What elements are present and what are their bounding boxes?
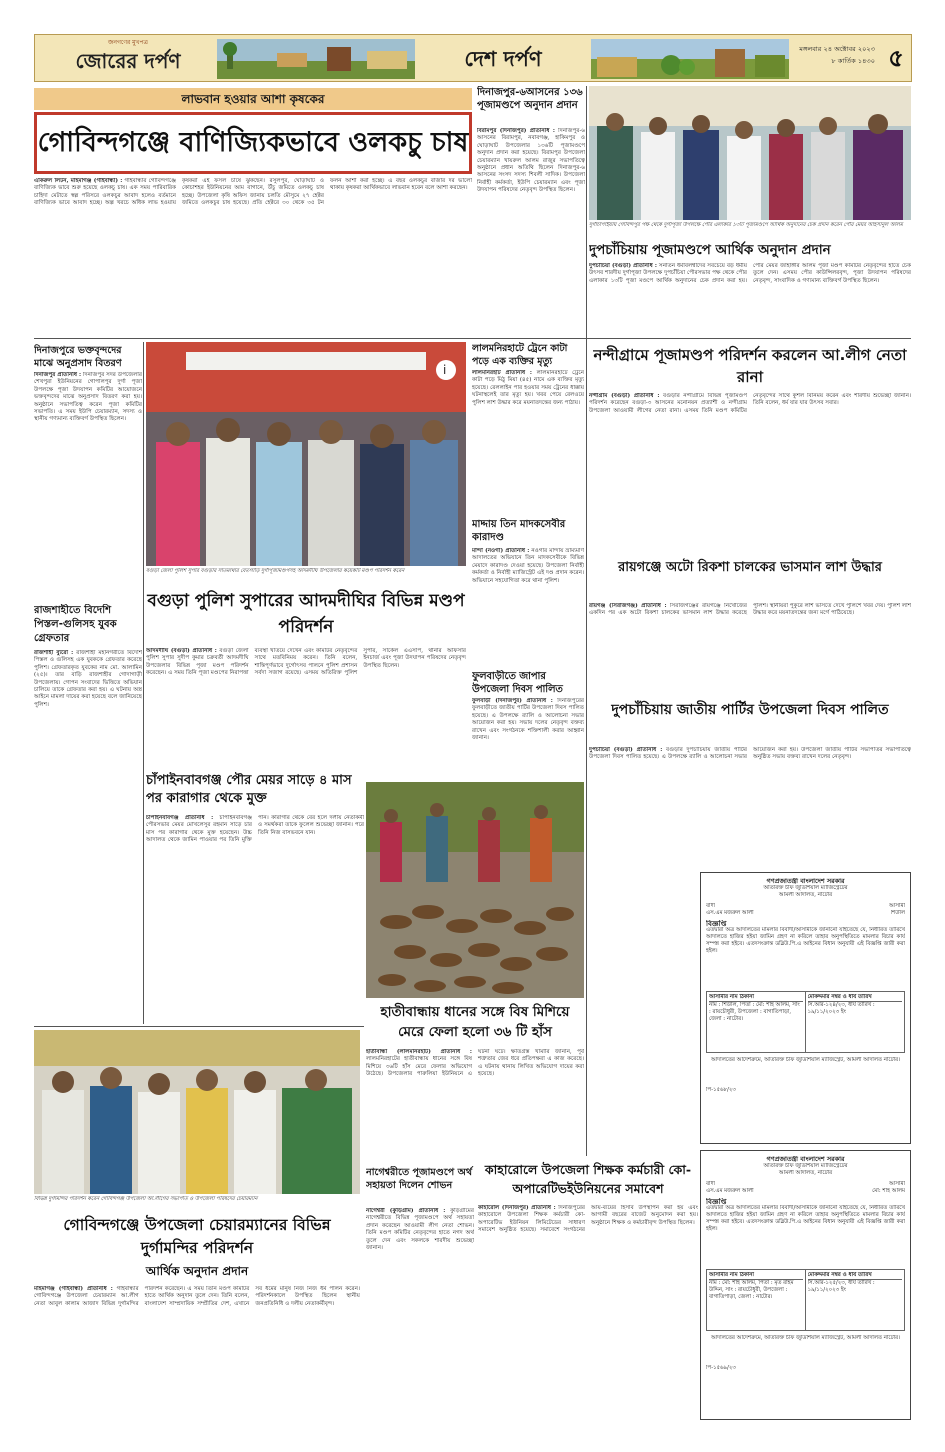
logo-tagline: জনগণের মুখপত্র <box>108 39 148 46</box>
gov-upazila-caption: বিভিন্ন দুর্গামন্দির পরিদর্শন করেন গোবিন্দগঞ্জ উপজেলা আ.লীগের সভাপতি ও উপজেলা পরিষদের চেয়ারম্যান <box>34 1196 258 1202</box>
issue-date <box>795 43 875 75</box>
notice1-ref: পি-১৫৬৮/২৩ <box>706 1087 736 1093</box>
notice2-defendant-label: আসামী <box>889 1181 905 1187</box>
lead-kicker: লাভবান হওয়ার আশা কৃষকের <box>181 92 325 106</box>
notice2-court: অতিরিক্ত চীফ জুডিশিয়াল ম্যাজিস্ট্রেটের <box>763 1163 848 1169</box>
drug-byline: মান্দা (নওগাঁ) প্রতিনিধি : <box>472 548 530 554</box>
drug-body <box>472 548 584 668</box>
rajshahi-story <box>34 604 142 1024</box>
nandigram-byline: নন্দীগ্রাম (বগুড়া) প্রতিনিধি : <box>589 393 660 399</box>
lead-text: গাইবান্ধার গোবিন্দগঞ্জে বাণিজ্যিক ভাবে শুরু হয়েছে ওলকচু চাষ। এক সময় পারিবারিক চাহিদা মেটাতে স্বল্প পরিসরে ওলকচুর আবাদ হলেও বর্তমানে বাণিজ্যিক ভাবে আবাদ হচ্ছে। অল্প খরচে অধিক লাভ হওয়ায় কৃষকরা এই ফসল চাষে ঝুঁকছেন। রসুলপুর, ঘোড়াঘাট ও কোচাশহর ইউনিয়নের আম বাগানে, উঁচু জমিতে ওলকচু চাষ হচ্ছে। উপজেলা কৃষি অফিস জানায় চলতি মৌসুমে ২৭ হেক্টর জমিতে ওলকচুর চাষ হয়েছে। প্রতি হেক্টরে ৩০ থেকে ৩৫ টন ফলন আশা করা হচ্ছে। এ বছর ওলকচুর বাজার দর ভালো থাকায় কৃষকরা আর্থিকভাবে লাভবান হবেন বলে আশা করছেন। <box>34 178 472 207</box>
notice1-sign: আদালতের আদেশক্রমে, অতিরিক্ত চীফ জুডিশিয়াল ম্যাজিস্ট্রেট, আমলী আদালত নাটোর। <box>711 1057 900 1063</box>
hatibandha-headline: হাতীবান্ধায় ধানের সঙ্গে বিষ মিশিয়ে মেরে ফেলা হলো ৩৬ টি হাঁস <box>380 1004 570 1040</box>
lead-byline: একিরুল লিটন, মহিমাগঞ্জ (গাইবান্ধা) : <box>34 178 123 184</box>
dupchanchia-jp-story <box>589 700 911 862</box>
masthead <box>34 34 912 82</box>
drug-headline: মাদ্দায় তিন মাদকসেবীর কারাদণ্ড <box>472 519 566 543</box>
durga-grant-story <box>589 240 911 336</box>
nageshwari-story <box>366 1166 474 1420</box>
top-right-photo <box>589 86 911 220</box>
fulbari-byline: ফুলবাড়ী (দিনাজপুর) প্রতিনিধি : <box>472 698 553 704</box>
nageshwari-text: কুড়িগ্রামের নাগেশ্বরীতে বিভিন্ন পূজামণ্ডপে অর্থ সহায়তা প্রদান করেছেন আওয়ামী লীগ নেতা শোভন। তিনি মণ্ডপ কমিটির নেতৃবৃন্দের হাতে নগদ অর্থ তুলে দেন এবং সকলকে শারদীয় শুভেচ্ছা জানান। <box>366 1208 474 1252</box>
bogura-byline: আদমদীঘি (বগুড়া) প্রতিনিধি : <box>146 648 217 654</box>
rajshahi-text: রাজশাহী মহানগরীতে বিদেশি পিস্তল ও গুলিসহ এক যুবককে গ্রেফতার করেছে পুলিশ। গ্রেফতারকৃত যুবকের নাম মো. আলামিন (২৫)। তার বাড়ি রাজশাহীর গোদাগাড়ী উপজেলায়। গোপন সংবাদের ভিত্তিতে অভিযান চালিয়ে তাকে গ্রেফতার করা হয়। এ ঘটনায় অস্ত্র আইনে মামলা দায়ের করা হয়েছে বলে জানিয়েছে পুলিশ। <box>34 650 142 708</box>
raiganj-headline: রায়গঞ্জে অটো রিকশা চালকের ভাসমান লাশ উদ্ধার <box>618 560 882 575</box>
section-title: দেশ দর্পণ <box>464 47 542 71</box>
notice1-case-label: মোকদ্দমার নম্বর ও ধার্য তারিখ <box>808 994 903 1002</box>
drug-text: নওগাঁর মান্দায় ভ্রাম্যমাণ আদালতের অভিযানে তিন মাদকসেবীকে বিভিন্ন মেয়াদে কারাদণ্ড দেওয়া হয়েছে। উপজেলা নির্বাহী কর্মকর্তা ও নির্বাহী ম্যাজিস্ট্রেট এই দণ্ড প্রদান করেন। অভিযানে সহযোগিতা করে থানা পুলিশ। <box>472 548 584 584</box>
field-photo-icon <box>217 39 415 79</box>
kaharol-text: দিনাজপুরের কাহারোলে উপজেলা শিক্ষক কর্মচারী কো-অপারেটিভ ইউনিয়ন লিমিটেডের সাধারণ সমাবেশ অনুষ্ঠিত হয়েছে। সমাবেশে সংগঠনের আয়-ব্যয়ের হিসাব উপস্থাপন করা হয় এবং আগামী বছরের বাজেট অনুমোদন করা হয়। অনুষ্ঠানে শিক্ষক ও কর্মচারীবৃন্দ উপস্থিত ছিলেন। <box>478 1205 698 1234</box>
dinajpur-oasis-story <box>477 86 585 334</box>
notice1-court: অতিরিক্ত চীফ জুডিশিয়াল ম্যাজিস্ট্রেটের <box>763 885 848 891</box>
notice1-title: বিজ্ঞপ্তি <box>706 920 727 927</box>
notice2-gov: গণপ্রজাতন্ত্রী বাংলাদেশ সরকার <box>766 1156 845 1163</box>
dupchanchia-jp-text: বগুড়ার দুপচাঁচিয়ায় জাতীয় পার্টির উপজেলা দিবস পালিত হয়েছে। এ উপলক্ষে র‌্যালি ও আলোচনা সভার আয়োজন করা হয়। উপজেলা জাতীয় পার্টির সভাপতির সভাপতিত্বে অনুষ্ঠিত সভায় বক্তব্য রাখেন দলের নেতৃবৃন্দ। <box>589 747 911 761</box>
nageshwari-byline: নাগেশ্বরী (কুড়িগ্রাম) প্রতিনিধি : <box>366 1208 446 1214</box>
lead-body <box>34 178 472 306</box>
lead-headline-box <box>34 112 472 174</box>
temple-visit-photo-icon <box>34 1030 360 1194</box>
divider-h2 <box>34 1026 364 1027</box>
notice2-plaintiff-label: বাদী <box>706 1181 715 1187</box>
notice2-case: সি.আর-১২৫/২৩, ধার্য তারিখ : ১৯/১১/২০২৩ ইং <box>807 1280 875 1293</box>
gov-upazila-headline: গোবিন্দগঞ্জে উপজেলা চেয়ারম্যানের বিভিন্ন দুর্গামন্দির পরিদর্শন <box>63 1216 331 1257</box>
date-bengali: ৮ কার্তিক ১৪৩০ <box>831 57 875 65</box>
notice1-body: এতদ্বারা অত্র আদালতের মামলার বিবাদী/আসামীকে জানানো যাইতেছে যে, নির্ধারিত তারিখে আদালতে হাজির হইয়া জামিন গ্রহণ না করিলে তাহার অনুপস্থিতিতে মামলার বিচার কার্য সম্পন্ন করা হইবে। এতদসংক্রান্ত ডব্লিউ.পি.এ আইনের বিধান অনুযায়ী এই বিজ্ঞপ্তি জারী করা হইল। <box>706 927 905 954</box>
chapai-text: চাঁপাইনবাবগঞ্জ পৌরসভার মেয়র মোখলেসুর রহমান সাড়ে চার মাস পর কারাগার থেকে মুক্ত হয়েছেন। উচ্চ আদালত থেকে জামিন পাওয়ার পর তিনি মুক্তি পান। কারাগার থেকে বের হলে দলীয় নেতাকর্মী ও সমর্থকরা তাকে ফুলেল শুভেচ্ছা জানান। পরে তিনি নিজ বাসভবনে যান। <box>146 815 364 844</box>
rajshahi-headline: রাজশাহীতে বিদেশি পিস্তল-গুলিসহ যুবক গ্রেফতার <box>34 605 117 644</box>
court-notice-1 <box>700 872 911 1144</box>
bogura-photo-caption: বগুড়া জেলা পুলিশ সুপার বগুড়ার সাতমাথার বেতগাড়ি দুর্গাপূজামণ্ডপসহ আদমদীঘি উপজেলার কয়েকটি মণ্ডপ পরিদর্শন করেন <box>146 568 405 574</box>
hatibandha-story <box>366 1002 584 1162</box>
notice2-sign: আদালতের আদেশক্রমে, অতিরিক্ত চীফ জুডিশিয়াল ম্যাজিস্ট্রেট, আমলী আদালত নাটোর। <box>711 1335 900 1341</box>
court-notice-2 <box>700 1150 911 1420</box>
top-right-photo-caption: দুর্গাচাঁপাইয়ায় গোবিন্দপুর পক্ষ থেকে দুর্গাপূজা উপলক্ষে পৌর এলাকার ১৩টি পূজামণ্ডপে আর্থিক অনুদানের চেক প্রদান করেন পৌর মেয়র আহসানুল আলম <box>589 222 903 228</box>
gov-upazila-byline: মহিমাগঞ্জ (গাইবান্ধা) প্রতিনিধি : <box>34 1286 113 1292</box>
notice1-plaintiff: এস.এম মজরুল আলী <box>706 910 754 916</box>
bogura-story <box>146 588 466 768</box>
dupchanchia-jp-byline: দুপচাঁচিয়া (বগুড়া) প্রতিনিধি : <box>589 747 663 753</box>
bogura-text: বগুড়া জেলা পুলিশ সুপার সুদীপ কুমার চক্রবর্তী আদমদীঘি উপজেলার বিভিন্ন পূজা মণ্ডপ পরিদর্শন করেছেন। এ সময় তিনি পূজা মণ্ডপের নিরাপত্তা ব্যবস্থা খতিয়ে দেখেন এবং কমিটির নেতৃবৃন্দের সাথে মতবিনিময় করেন। তিনি বলেন, শান্তিপূর্ণভাবে দুর্গোৎসব পালনে পুলিশ প্রশাসন সর্বদা সজাগ রয়েছে। এসময় অতিরিক্ত পুলিশ সুপার, সার্কেল এএসপি, থানার অফিসার ইনচার্জ এবং পূজা উদযাপন পরিষদের নেতৃবৃন্দ উপস্থিত ছিলেন। <box>146 648 466 677</box>
dead-ducks-photo-icon <box>366 782 584 998</box>
nageshwari-headline: নাগেশ্বরীতে পূজামণ্ডপে অর্থ সহায়তা দিলেন শোভন <box>366 1167 473 1191</box>
divider-h1 <box>34 338 911 339</box>
lead-kicker-bar <box>34 88 472 110</box>
durga-grant-headline: দুপচাঁচিয়ায় পূজামণ্ডপে আর্থিক অনুদান প্রদান <box>589 242 831 258</box>
notice1-addr-label: আসামীর নাম ঠিকানা <box>709 994 803 1002</box>
kaharol-byline: কাহারোল (দিনাজপুর) প্রতিনিধি : <box>478 1205 556 1211</box>
dupchanchia-jp-headline: দুপচাঁচিয়ায় জাতীয় পার্টির উপজেলা দিবস পালিত <box>611 702 889 718</box>
logo-text: জোরের দর্পণ <box>75 49 181 73</box>
notice2-defendant: মো: শাহ আলম <box>872 1188 905 1194</box>
raiganj-byline: রায়গঞ্জ (সিরাজগঞ্জ) প্রতিনিধি : <box>589 603 667 609</box>
dinajpur-relief-headline: দিনাজপুরে ভক্তবৃন্দদের মাঝে অনুপ্রসাদ বিতরণ <box>34 345 122 369</box>
crop-photo-icon <box>591 39 789 79</box>
durga-grant-text: সনাতন ধর্মাবলম্বীদের সবচেয়ে বড় ধর্মীয় উৎসব শারদীয় দুর্গাপূজা উপলক্ষে দুপচাঁচিয়া পৌরসভার পক্ষ থেকে পৌর এলাকার ১৩টি পূজা মণ্ডপে আর্থিক অনুদানের চেক প্রদান করা হয়। পৌর মেয়র জাহাঙ্গীর আলম পূজা মণ্ডপ কমিটির নেতৃবৃন্দের হাতে চেক তুলে দেন। এসময় পৌর কাউন্সিলরবৃন্দ, পূজা উদযাপন পরিষদের নেতৃবৃন্দ, সাংবাদিক ও গণ্যমান্য ব্যক্তিবর্গ উপস্থিত ছিলেন। <box>589 263 911 284</box>
rajshahi-byline: রাজশাহী ব্যুরো : <box>34 650 74 656</box>
dinajpur-relief-text: দিনাজপুর সদর উপজেলার শেখপুরা ইউনিয়নের গোপালপুর দুর্গা পূজা উপলক্ষে পূজা উদযাপন কমিটির আয়োজনে ভক্তবৃন্দদের মাঝে অনুপ্রসাদ বিতরণ করা হয়। অনুষ্ঠানে সভাপতিত্ব করেন পূজা কমিটির সভাপতি। এ সময় ইউপি চেয়ারম্যান, সদস্য ও স্থানীয় গণ্যমান্য ব্যক্তিবর্গ উপস্থিত ছিলেন। <box>34 372 142 423</box>
dinajpur-oasis-headline: দিনাজপুর-৬আসনের ১৩৬ পূজামণ্ডপে অনুদান প্রদান <box>477 87 583 111</box>
notice1-plaintiff-label: বাদী <box>706 903 715 909</box>
notice2-title: বিজ্ঞপ্তি <box>706 1198 727 1205</box>
dinajpur-relief-story <box>34 344 142 598</box>
notice1-gov: গণপ্রজাতন্ত্রী বাংলাদেশ সরকার <box>766 878 845 885</box>
raiganj-text: সিরাজগঞ্জের রায়গঞ্জে নিখোঁজের একদিন পর এক অটো রিকশা চালকের ভাসমান লাশ উদ্ধার করেছে পুলিশ। স্থানীয়রা পুকুরে লাশ ভাসতে দেখে পুলিশে খবর দেয়। পুলিশ লাশ উদ্ধার করে ময়নাতদন্তের জন্য মর্গে পাঠিয়েছে। <box>589 603 911 617</box>
chapai-story <box>146 772 364 1024</box>
dinajpur-relief-byline: দিনাজপুর প্রতিনিধি : <box>34 372 82 378</box>
notice2-case-label: মোকদ্দমার নম্বর ও ধার্য তারিখ <box>808 1272 903 1280</box>
date-gregorian: মঙ্গলবার ২৪ অক্টোবর ২০২৩ <box>799 45 875 53</box>
gov-upazila-photo <box>34 1030 360 1194</box>
nandigram-story <box>589 344 911 552</box>
raiganj-story <box>589 558 911 694</box>
chapai-headline: চাঁপাইনবাবগঞ্জ পৌর মেয়র সাড়ে ৪ মাস পর কারাগার থেকে মুক্ত <box>146 773 352 806</box>
lalmonirhat-headline: লালমনিরহাটে ট্রেনে কাটা পড়ে এক ব্যক্তির মৃত্যু <box>472 343 568 367</box>
fulbari-headline: ফুলবাড়ীতে জাপার উপজেলা দিবস পালিত <box>472 671 563 695</box>
masthead-photo-strip-left <box>217 39 415 79</box>
lalmonirhat-text: লালমনিরহাটে ট্রেনে কাটা পড়ে মিঠু মিয়া (৪৫) নামে এক ব্যক্তির মৃত্যু হয়েছে। রেললাইন পার হওয়ার সময় ট্রেনের ধাক্কায় ঘটনাস্থলেই তার মৃত্যু হয়। খবর পেয়ে রেলওয়ে পুলিশ লাশ উদ্ধার করে ময়নাতদন্তের জন্য পাঠায়। <box>472 370 584 406</box>
notice2-court2: আমলী আদালত, নাটোর <box>778 1170 833 1176</box>
fulbari-text: দিনাজপুরের ফুলবাড়ীতে জাতীয় পার্টির উপজেলা দিবস পালিত হয়েছে। এ উপলক্ষে র‌্যালি ও আলোচনা সভার আয়োজন করা হয়। সভায় দলের নেতৃবৃন্দ বক্তব্য রাখেন এবং সংগঠনকে শক্তিশালী করার আহ্বান জানান। <box>472 698 584 742</box>
lalmonirhat-story <box>472 342 584 512</box>
kaharol-headline: কাহারোলে উপজেলা শিক্ষক কর্মচারী কো-অপারেটিভইউনিয়নের সমাবেশ <box>484 1162 692 1196</box>
nandigram-headline: নন্দীগ্রামে পূজামণ্ডপ পরিদর্শন করলেন আ.লীগ নেতা রানা <box>593 346 907 386</box>
ducks-photo <box>366 782 584 998</box>
notice1-defendant: শিউলি <box>890 910 905 916</box>
chapai-byline: চাঁপাইনবাবগঞ্জ প্রতিনিধি : <box>146 815 214 821</box>
nandigram-text: বগুড়ার নন্দীগ্রামে বিভিন্ন পূজামণ্ডপ পরিদর্শন করেছেন বগুড়া-৩ আসনের মনোনয়ন প্রত্যাশী ও নন্দীগ্রাম উপজেলা আওয়ামী লীগের নেতা রানা। এসময় তিনি মণ্ডপ কমিটির নেতৃবৃন্দের সাথে কুশল বিনিময় করেন এবং শারদীয় শুভেচ্ছা জানান। তিনি বলেন, ধর্ম যার যার উৎসব সবার। <box>589 393 911 414</box>
ceremony-photo-icon <box>589 86 911 220</box>
gov-upazila-story <box>34 1214 360 1420</box>
notice2-plaintiff: এস.এম মজরুল আলী <box>706 1188 754 1194</box>
masthead-photo-strip-right <box>591 39 789 79</box>
notice1-defendant-label: আসামী <box>889 903 905 909</box>
lead-headline: গোবিন্দগঞ্জে বাণিজ্যিকভাবে ওলকচু চাষ <box>37 127 469 158</box>
gov-upazila-text: গাইবান্ধার গোবিন্দগঞ্জে উপজেলা চেয়ারম্যান আ.লীগ নেতা আবুল কালাম আজাদ বিভিন্ন দুর্গামন্দির পরিদর্শন করেছেন। এ সময় তিনি মণ্ডপ কমিটির হাতে আর্থিক অনুদান তুলে দেন। তিনি বলেন, বাংলাদেশ সাম্প্রদায়িক সম্প্রীতির দেশ, এখানে সব ধর্মের মানুষ নিজ নিজ ধর্ম পালন করেন। পরিদর্শনকালে উপস্থিত ছিলেন স্থানীয় জনপ্রতিনিধি ও দলীয় নেতাকর্মীবৃন্দ। <box>34 1286 360 1307</box>
bogura-headline: বগুড়া পুলিশ সুপারের আদমদীঘির বিভিন্ন মণ্ডপ পরিদর্শন <box>147 591 465 637</box>
gov-upazila-subhead: আর্থিক অনুদান প্রদান <box>145 1264 249 1278</box>
logo <box>43 37 213 79</box>
dinajpur-oasis-byline: বিরামপুর (দিনাজপুর) প্রতিনিধি : <box>477 128 555 134</box>
bogura-photo <box>146 342 466 566</box>
divider-v2 <box>586 86 587 1156</box>
lalmonirhat-byline: লালমনিরহাট প্রতিনিধি : <box>472 370 532 376</box>
kaharol-story <box>478 1160 698 1420</box>
hatibandha-byline: হাতীবান্ধা (লালমনিরহাট) প্রতিনিধি : <box>366 1049 472 1055</box>
hatibandha-text: লালমনিরহাটের হাতীবান্ধায় ধানের সঙ্গে বিষ মিশিয়ে ৩৬টি হাঁস মেরে ফেলার অভিযোগ উঠেছে। উপজেলার পারুলিয়া ইউনিয়নে এ ঘটনা ঘটে। ক্ষতিগ্রস্ত খামারি জানান, পূর্ব শত্রুতার জের ধরে প্রতিপক্ষরা এ কাজ করেছে। এ ঘটনায় থানায় লিখিত অভিযোগ দায়ের করা হয়েছে। <box>366 1049 584 1078</box>
durga-grant-byline: দুপচাঁচিয়া (বগুড়া) প্রতিনিধি : <box>589 263 657 269</box>
group-photo-icon <box>146 342 466 566</box>
notice1-case: সি.আর-১২৪/২৩, ধার্য তারিখ : ১৯/১১/২০২৩ ইং <box>807 1002 875 1015</box>
notice1-court2: আমলী আদালত, নাটোর <box>778 892 833 898</box>
notice2-body: এতদ্বারা অত্র আদালতের মামলার বিবাদী/আসামীকে জানানো যাইতেছে যে, নির্ধারিত তারিখে আদালতে হাজির হইয়া জামিন গ্রহণ না করিলে তাহার অনুপস্থিতিতে মামলার বিচার কার্য সম্পন্ন করা হইবে। এতদসংক্রান্ত ডব্লিউ.পি.এ আইনের বিধান অনুযায়ী এই বিজ্ঞপ্তি জারী করা হইল। <box>706 1205 905 1232</box>
svg-text:i: i <box>443 363 447 377</box>
dinajpur-oasis-text: দিনাজপুর-৬ আসনের বিরামপুর, নবাবগঞ্জ, হাকিমপুর ও ঘোড়াঘাট উপজেলার ১৩৬টি পূজামণ্ডপে অনুদান প্রদান করা হয়েছে। বিরামপুর উপজেলা চেয়ারম্যান খায়রুল আলম রাজুর সভাপতিত্বে অনুষ্ঠানে প্রধান অতিথি ছিলেন দিনাজপুর-৬ আসনের সংসদ সদস্য শিবলী সাদিক। উপজেলা নির্বাহী কর্মকর্তা, ইউপি চেয়ারম্যান এবং পূজা উদযাপন পরিষদের নেতৃবৃন্দ উপস্থিত ছিলেন। <box>477 128 585 194</box>
fulbari-story <box>472 670 584 776</box>
notice2-addr: নাম : মো: শাহ আলম, পিতা : মৃত রহিম উদ্দিন, সাং : রায়চৌধুরী, উপজেলা : বাগাতিপাড়া, জেলা : নাটোর। <box>709 1280 794 1300</box>
notice2-ref: পি-১৫৬৯/২৩ <box>706 1365 736 1371</box>
divider-v1 <box>143 342 144 1024</box>
notice1-addr: নাম : শিউলি, পিতা : মো: শাহ আলম, সাং : রায়চৌধুরী, উপজেলা : বাগাতিপাড়া, জেলা : নাটোর। <box>709 1002 800 1022</box>
notice2-addr-label: আসামীর নাম ঠিকানা <box>709 1272 803 1280</box>
page-number: ৫ <box>888 44 904 72</box>
